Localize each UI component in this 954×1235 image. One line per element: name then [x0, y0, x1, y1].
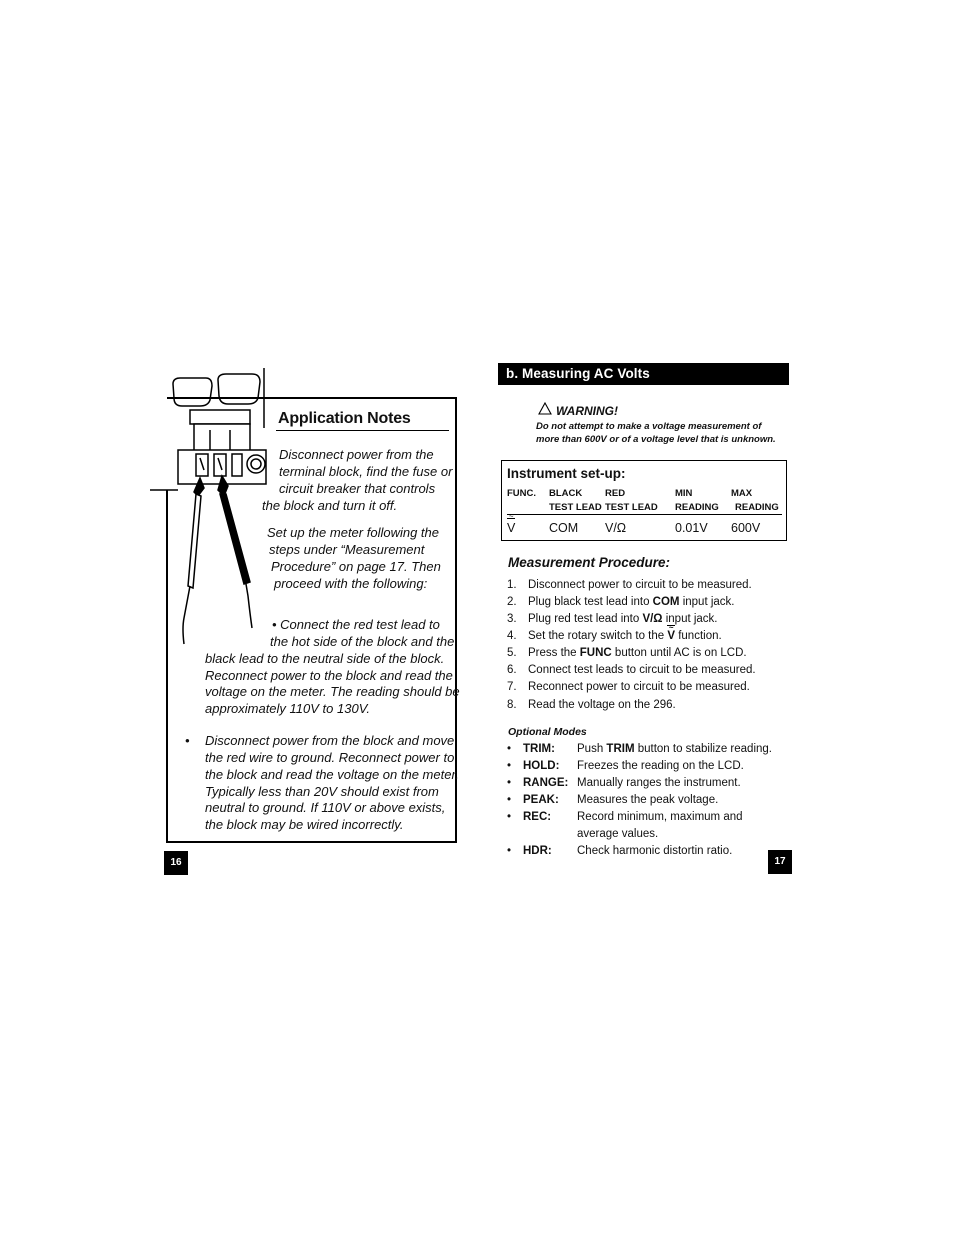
ac-volts-symbol: V ~ [667, 628, 675, 645]
step-text-part: Read the voltage on the 296. [528, 699, 676, 711]
mode-desc: Measures the peak voltage. [577, 794, 719, 806]
notes-box-left-border [166, 490, 168, 843]
bullet: • [507, 811, 512, 823]
bullet2-line: Disconnect power from the block and move [205, 733, 455, 748]
step-text-bold: FUNC [579, 647, 612, 659]
mode-key: HOLD: [523, 760, 560, 772]
mode-desc: Check harmonic distortin ratio. [577, 845, 733, 857]
mode-key: PEAK: [523, 794, 559, 806]
step-text-part: Disconnect power to circuit to be measured. [528, 579, 752, 591]
step-text-part: function. [675, 630, 722, 642]
optional-mode-item [507, 794, 719, 806]
para1-line: circuit breaker that controls [279, 481, 436, 496]
step-text-part: Plug red test lead into [528, 613, 643, 625]
optional-mode-item [507, 845, 733, 857]
para2-line: proceed with the following: [274, 576, 428, 591]
bullet2-line: the red wire to ground. Reconnect power to [205, 750, 455, 765]
cell-red: V/Ω [605, 521, 627, 535]
mode-desc-bold: TRIM [606, 743, 635, 755]
header-red-1: RED [605, 488, 626, 499]
optional-mode-item [507, 760, 744, 772]
bullet2-line: the block and read the voltage on the meter. [205, 767, 459, 782]
procedure-step [507, 662, 756, 679]
mode-key: REC: [523, 811, 552, 823]
bullet2-line: the block may be wired incorrectly. [205, 817, 404, 832]
header-red-2: TEST LEAD [605, 502, 658, 513]
cell-max: 600V [731, 521, 761, 535]
mode-key: TRIM: [523, 743, 555, 755]
warning-title: WARNING! [556, 404, 618, 418]
header-min-1: MIN [675, 488, 693, 499]
bullet1-line: black lead to the neutral side of the block. [205, 651, 445, 666]
optional-mode-item [507, 777, 741, 789]
bullet1-line: Reconnect power to the block and read the [205, 668, 453, 683]
step-number: 4. [507, 630, 517, 642]
step-number: 8. [507, 699, 517, 711]
para1-line: terminal block, find the fuse or [279, 464, 453, 479]
notes-title-rule [276, 430, 449, 431]
mode-desc-continuation: average values. [577, 828, 659, 840]
notes-title: Application Notes [278, 410, 411, 427]
bullet1-line: voltage on the meter. The reading should be [205, 684, 460, 699]
step-text-part: input jack. [662, 613, 718, 625]
step-text-part: Reconnect power to circuit to be measured. [528, 681, 750, 693]
setup-rule [507, 514, 782, 515]
cell-func [507, 521, 515, 535]
header-black-2: TEST LEAD [549, 502, 602, 513]
mode-key: RANGE: [523, 777, 569, 789]
bullet: • [507, 845, 512, 857]
step-text-part: input jack. [679, 596, 735, 608]
mode-desc: Record minimum, maximum and [577, 811, 743, 823]
para2-line: Set up the meter following the [267, 525, 439, 540]
step-text [528, 594, 735, 611]
header-max-1: MAX [731, 488, 753, 499]
step-text [528, 662, 756, 679]
cell-min: 0.01V [675, 521, 708, 535]
section-title: b. Measuring AC Volts [498, 363, 789, 385]
bullet2-line: Typically less than 20V should exist from [205, 784, 439, 799]
step-number: 2. [507, 596, 517, 608]
step-number: 3. [507, 613, 517, 625]
step-text-part: Connect test leads to circuit to be measured. [528, 664, 756, 676]
mode-desc: Freezes the reading on the LCD. [577, 760, 744, 772]
warning-triangle-icon [538, 402, 552, 415]
step-number: 1. [507, 579, 517, 591]
bullet2-line: neutral to ground. If 110V or above exists, [205, 800, 446, 815]
header-black-1: BLACK [549, 488, 583, 499]
procedure-step [507, 577, 752, 594]
warning-line: more than 600V or of a voltage level that is unknown. [536, 434, 776, 445]
mode-desc: Manually ranges the instrument. [577, 777, 741, 789]
step-text [528, 611, 718, 628]
bullet: • [507, 777, 512, 789]
bullet1-line: approximately 110V to 130V. [205, 701, 371, 716]
step-text-bold: V/Ω [642, 613, 663, 625]
step-text [528, 697, 676, 714]
header-min-2: READING [675, 502, 719, 513]
procedure-step [507, 697, 676, 714]
procedure-step [507, 611, 718, 628]
step-number: 6. [507, 664, 517, 676]
para1-line: the block and turn it off. [262, 498, 398, 513]
header-func: FUNC. [507, 488, 537, 499]
bullet: • [507, 743, 512, 755]
optional-modes-title: Optional Modes [508, 726, 587, 738]
procedure-step [507, 594, 735, 611]
bullet: • [507, 760, 512, 772]
step-number: 7. [507, 681, 517, 693]
mode-desc-part: Push [577, 743, 607, 755]
step-text-part: Press the [528, 647, 580, 659]
procedure-step [507, 645, 747, 662]
step-text [528, 628, 722, 645]
procedure-step [507, 679, 750, 696]
para2-line: steps under “Measurement [269, 542, 425, 557]
ac-volts-symbol: V ~ [507, 521, 515, 535]
warning-line: Do not attempt to make a voltage measurement of [536, 421, 762, 432]
page-number-right: 17 [768, 850, 792, 874]
mode-desc [577, 743, 772, 755]
page-number-left: 16 [164, 851, 188, 875]
bullet1-line: • Connect the red test lead to [272, 617, 440, 632]
step-text [528, 645, 747, 662]
procedure-title: Measurement Procedure: [508, 555, 671, 570]
bullet1-line: the hot side of the block and the [270, 634, 455, 649]
step-text-part: Set the rotary switch to the [528, 630, 668, 642]
optional-mode-item [507, 743, 772, 755]
step-number: 5. [507, 647, 517, 659]
step-text-bold: COM [652, 596, 680, 608]
bullet: • [507, 794, 512, 806]
step-text [528, 577, 752, 594]
bullet2-marker: • [185, 733, 190, 748]
setup-title: Instrument set-up: [507, 466, 626, 481]
step-text-part: button until AC is on LCD. [611, 647, 747, 659]
procedure-step [507, 628, 722, 645]
header-max-2: READING [735, 502, 779, 513]
para1-line: Disconnect power from the [279, 447, 434, 462]
step-text-part: Plug black test lead into [528, 596, 653, 608]
optional-mode-item [507, 811, 743, 823]
mode-key: HDR: [523, 845, 552, 857]
cell-black: COM [549, 521, 579, 535]
mode-desc-part: button to stabilize reading. [634, 743, 772, 755]
para2-line: Procedure” on page 17. Then [271, 559, 441, 574]
step-text [528, 679, 750, 696]
